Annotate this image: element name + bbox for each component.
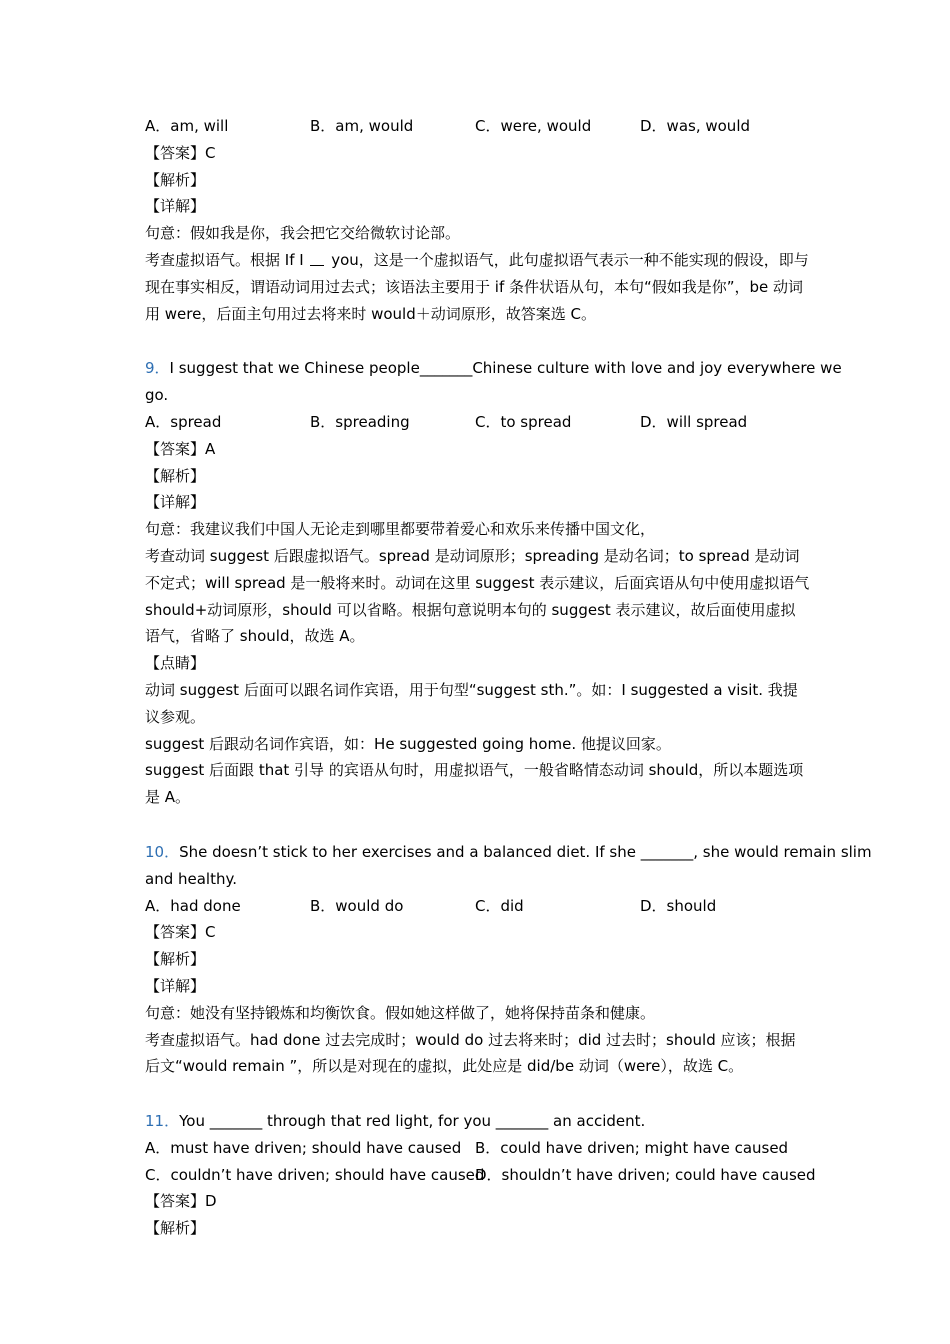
q9-tips-label: 【点睛】 (145, 654, 206, 673)
q9-option-d: D．will spread (640, 412, 748, 431)
q11-option-c: C．couldn’t have driven; should have caused (145, 1165, 485, 1184)
q11-options-row2 (145, 1162, 816, 1189)
q9-stem-text: I suggest that we Chinese people_______Chinese culture with love and joy everywhere we (169, 359, 842, 378)
q9-tip-1: 动词 suggest 后面可以跟名词作宾语，用于句型“suggest sth.”。如：I suggested a visit. 我提议参观。 (145, 680, 798, 726)
q8-meaning: 句意：假如我是你，我会把它交给微软讨论部。 (145, 224, 461, 243)
q9-option-c: C．to spread (475, 412, 572, 431)
q11-stem-text: You _______ through that red light, for you _______ an accident. (179, 1112, 646, 1131)
q9-number: 9． (145, 359, 170, 378)
q10-option-c: C．did (475, 896, 524, 915)
q10-meaning: 句意：她没有坚持锻炼和均衡饮食。假如她这样做了，她将保持苗条和健康。 (145, 1003, 656, 1022)
q10-answer: 【答案】C (145, 923, 216, 942)
q10-analysis-label: 【解析】 (145, 950, 206, 969)
q9-stem-line2: go. (145, 386, 169, 405)
q11-option-b: B．could have driven; might have caused (475, 1138, 789, 1157)
q9-stem-line1 (145, 355, 842, 382)
q10-option-a: A．had done (145, 896, 241, 915)
document-page (145, 113, 872, 1242)
q8-blank (310, 251, 324, 266)
q11-answer: 【答案】D (145, 1192, 217, 1211)
q8-explanation-end: you，这是一个虚拟语气，此句虚拟语气表示一种不能实现的假设，即与现在事实相反，谓语动词用过去式；该语法主要用于 if 条件状语从句，本句“假如我是你”，be 动词用 were，后面主句用过去将来时 would＋动词原形，故答案选 C。 (145, 250, 809, 323)
q8-detail-label: 【详解】 (145, 197, 206, 216)
q9-options (145, 409, 810, 436)
q11-option-d: D．shouldn’t have driven; could have caused (475, 1165, 816, 1184)
q9-option-a: A．spread (145, 412, 222, 431)
q10-stem-line2: and healthy. (145, 869, 237, 888)
q9-tip-2: suggest 后跟动名词作宾语，如：He suggested going home. 他提议回家。 (145, 734, 671, 753)
q11-options-row1 (145, 1135, 810, 1162)
q10-option-d: D．should (640, 896, 717, 915)
q11-stem (145, 1108, 810, 1135)
q9-detail-label: 【详解】 (145, 493, 206, 512)
q8-explanation (145, 247, 810, 327)
q8-analysis-label: 【解析】 (145, 170, 206, 189)
q9-analysis-label: 【解析】 (145, 466, 206, 485)
q9-meaning: 句意：我建议我们中国人无论走到哪里都要带着爱心和欢乐来传播中国文化， (145, 520, 656, 539)
q10-detail-label: 【详解】 (145, 976, 206, 995)
q8-option-b: B．am, would (310, 117, 414, 135)
q10-options (145, 893, 810, 920)
q8-option-a: A．am, will (145, 117, 229, 135)
q11-option-a: A．must have driven; should have caused (145, 1138, 462, 1157)
q8-explanation-start: 考查虚拟语气。根据 If I (145, 250, 309, 269)
q10-stem-line1 (145, 839, 872, 866)
q11-number: 11． (145, 1112, 180, 1131)
q11-analysis-label: 【解析】 (145, 1219, 206, 1238)
q8-answer: 【答案】C (145, 143, 216, 162)
q10-stem-text: She doesn’t stick to her exercises and a balanced diet. If she _______, she would remain slim (179, 842, 872, 861)
q10-option-b: B．would do (310, 896, 404, 915)
q8-option-c: C．were, would (475, 117, 592, 135)
q10-explanation: 考查虚拟语气。had done 过去完成时；would do 过去将来时；did 过去时；should 应该；根据后文“would remain ”，所以是对现在的虚拟，此处应是 did/be 动词（were），故选 C。 (145, 1030, 796, 1076)
q10-number: 10． (145, 842, 180, 861)
q8-option-d: D．was, would (640, 117, 751, 135)
q9-answer: 【答案】A (145, 439, 216, 458)
q8-options (145, 113, 810, 140)
q9-option-b: B．spreading (310, 412, 410, 431)
q9-explanation: 考查动词 suggest 后跟虚拟语气。spread 是动词原形；spreading 是动名词；to spread 是动词不定式；will spread 是一般将来时。动词在这里 suggest 表示建议，后面宾语从句中使用虚拟语气 should+动词原形，should 可以省略。根据句意说明本句的 suggest 表示建议，故后面使用虚拟语气，省略了 should，故选 A。 (145, 546, 810, 646)
q9-tip-3: suggest 后面跟 that 引导 的宾语从句时，用虚拟语气，一般省略情态动词 should，所以本题选项是 A。 (145, 761, 804, 807)
